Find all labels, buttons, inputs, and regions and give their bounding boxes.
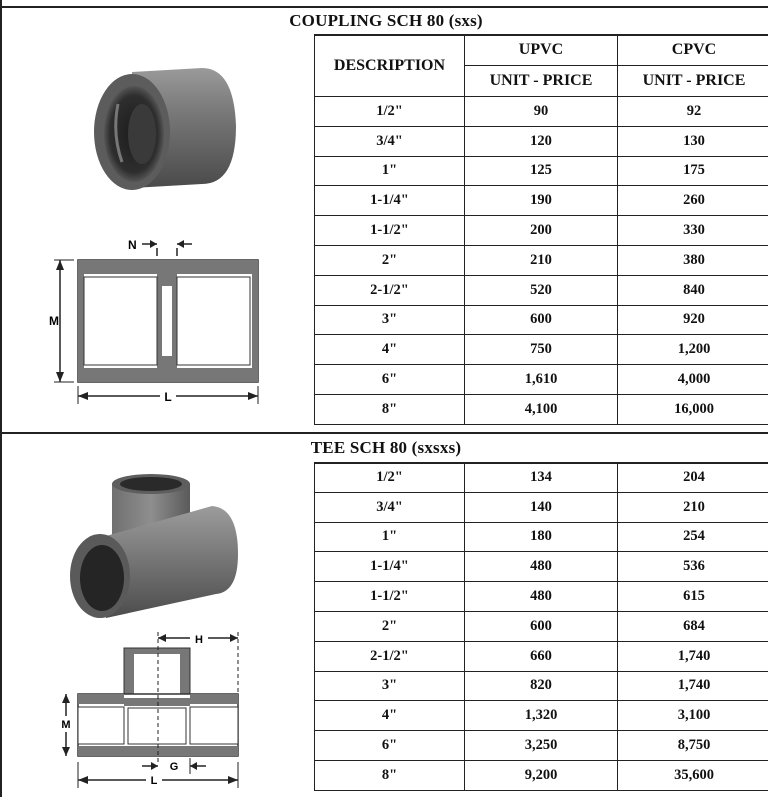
cpvc-price-cell: 175 bbox=[618, 156, 768, 186]
table-row bbox=[315, 245, 768, 275]
table-row bbox=[315, 394, 768, 424]
cpvc-unit-price-header: UNIT - PRICE bbox=[618, 66, 768, 97]
coupling-dim-m: M bbox=[49, 314, 59, 328]
table-row bbox=[315, 552, 768, 582]
cpvc-price-cell: 4,000 bbox=[618, 365, 768, 395]
cpvc-price-cell: 260 bbox=[618, 186, 768, 216]
size-cell: 4" bbox=[315, 335, 465, 365]
table-row bbox=[315, 365, 768, 395]
table-row bbox=[315, 611, 768, 641]
upvc-price-cell: 750 bbox=[465, 335, 618, 365]
upvc-price-cell: 210 bbox=[465, 245, 618, 275]
cpvc-price-cell: 330 bbox=[618, 216, 768, 246]
tee-illustrations bbox=[2, 462, 314, 797]
upvc-price-cell: 1,320 bbox=[465, 701, 618, 731]
cpvc-price-cell: 16,000 bbox=[618, 394, 768, 424]
coupling-dimension-diagram bbox=[54, 240, 258, 404]
size-cell: 4" bbox=[315, 701, 465, 731]
tee-dim-h: H bbox=[195, 634, 203, 646]
table-row bbox=[315, 760, 768, 790]
upvc-price-cell: 90 bbox=[465, 97, 618, 127]
cpvc-price-cell: 3,100 bbox=[618, 701, 768, 731]
upvc-price-cell: 480 bbox=[465, 582, 618, 612]
table-row bbox=[315, 275, 768, 305]
tee-photo bbox=[70, 474, 238, 618]
tee-dim-m: M bbox=[61, 719, 71, 731]
cpvc-price-cell: 615 bbox=[618, 582, 768, 612]
table-row bbox=[315, 492, 768, 522]
upvc-price-cell: 480 bbox=[465, 552, 618, 582]
description-header: DESCRIPTION bbox=[315, 35, 465, 97]
coupling-image-panel bbox=[2, 34, 314, 430]
size-cell: 1" bbox=[315, 522, 465, 552]
table-row bbox=[315, 463, 768, 493]
upvc-header: UPVC bbox=[465, 35, 618, 66]
upvc-price-cell: 3,250 bbox=[465, 731, 618, 761]
table-row bbox=[315, 522, 768, 552]
size-cell: 1/2" bbox=[315, 463, 465, 493]
upvc-price-cell: 200 bbox=[465, 216, 618, 246]
size-cell: 1-1/4" bbox=[315, 186, 465, 216]
upvc-price-cell: 190 bbox=[465, 186, 618, 216]
size-cell: 1-1/4" bbox=[315, 552, 465, 582]
size-cell: 6" bbox=[315, 731, 465, 761]
table-row bbox=[315, 156, 768, 186]
tee-section-title: TEE SCH 80 (sxsxs) bbox=[2, 432, 768, 464]
table-row bbox=[315, 186, 768, 216]
cpvc-price-cell: 204 bbox=[618, 463, 768, 493]
size-cell: 1/2" bbox=[315, 97, 465, 127]
tee-price-table bbox=[314, 462, 768, 791]
upvc-price-cell: 600 bbox=[465, 611, 618, 641]
table-row bbox=[315, 671, 768, 701]
upvc-price-cell: 120 bbox=[465, 126, 618, 156]
size-cell: 2-1/2" bbox=[315, 641, 465, 671]
table-row bbox=[315, 216, 768, 246]
coupling-dim-l: L bbox=[164, 390, 172, 404]
tee-dim-l: L bbox=[150, 775, 158, 787]
table-row bbox=[315, 731, 768, 761]
upvc-unit-price-header: UNIT - PRICE bbox=[465, 66, 618, 97]
tee-image-panel bbox=[2, 462, 314, 797]
cpvc-price-cell: 684 bbox=[618, 611, 768, 641]
table-row bbox=[315, 701, 768, 731]
upvc-price-cell: 820 bbox=[465, 671, 618, 701]
size-cell: 8" bbox=[315, 760, 465, 790]
size-cell: 3/4" bbox=[315, 126, 465, 156]
table-row bbox=[315, 97, 768, 127]
cpvc-price-cell: 92 bbox=[618, 97, 768, 127]
size-cell: 1-1/2" bbox=[315, 216, 465, 246]
size-cell: 6" bbox=[315, 365, 465, 395]
upvc-price-cell: 9,200 bbox=[465, 760, 618, 790]
cpvc-price-cell: 8,750 bbox=[618, 731, 768, 761]
size-cell: 1-1/2" bbox=[315, 582, 465, 612]
table-row bbox=[315, 305, 768, 335]
coupling-dim-n: N bbox=[128, 238, 137, 252]
size-cell: 3" bbox=[315, 671, 465, 701]
upvc-price-cell: 4,100 bbox=[465, 394, 618, 424]
size-cell: 3/4" bbox=[315, 492, 465, 522]
tee-dimension-diagram bbox=[58, 630, 238, 788]
table-row bbox=[315, 641, 768, 671]
upvc-price-cell: 125 bbox=[465, 156, 618, 186]
upvc-price-cell: 140 bbox=[465, 492, 618, 522]
size-cell: 2-1/2" bbox=[315, 275, 465, 305]
tee-dim-g: G bbox=[169, 761, 179, 773]
upvc-price-cell: 520 bbox=[465, 275, 618, 305]
coupling-illustrations bbox=[2, 34, 314, 430]
size-cell: 2" bbox=[315, 611, 465, 641]
coupling-section-title: COUPLING SCH 80 (sxs) bbox=[2, 6, 768, 36]
table-row bbox=[315, 126, 768, 156]
upvc-price-cell: 180 bbox=[465, 522, 618, 552]
cpvc-price-cell: 210 bbox=[618, 492, 768, 522]
cpvc-price-cell: 1,740 bbox=[618, 671, 768, 701]
coupling-photo bbox=[94, 68, 236, 190]
size-cell: 8" bbox=[315, 394, 465, 424]
upvc-price-cell: 134 bbox=[465, 463, 618, 493]
cpvc-price-cell: 840 bbox=[618, 275, 768, 305]
table-row bbox=[315, 582, 768, 612]
cpvc-price-cell: 1,200 bbox=[618, 335, 768, 365]
size-cell: 1" bbox=[315, 156, 465, 186]
cpvc-price-cell: 254 bbox=[618, 522, 768, 552]
upvc-price-cell: 1,610 bbox=[465, 365, 618, 395]
cpvc-price-cell: 130 bbox=[618, 126, 768, 156]
size-cell: 2" bbox=[315, 245, 465, 275]
table-row bbox=[315, 335, 768, 365]
cpvc-price-cell: 920 bbox=[618, 305, 768, 335]
coupling-price-table bbox=[314, 34, 768, 425]
cpvc-price-cell: 35,600 bbox=[618, 760, 768, 790]
cpvc-price-cell: 1,740 bbox=[618, 641, 768, 671]
cpvc-header: CPVC bbox=[618, 35, 768, 66]
upvc-price-cell: 660 bbox=[465, 641, 618, 671]
cpvc-price-cell: 380 bbox=[618, 245, 768, 275]
cpvc-price-cell: 536 bbox=[618, 552, 768, 582]
upvc-price-cell: 600 bbox=[465, 305, 618, 335]
size-cell: 3" bbox=[315, 305, 465, 335]
